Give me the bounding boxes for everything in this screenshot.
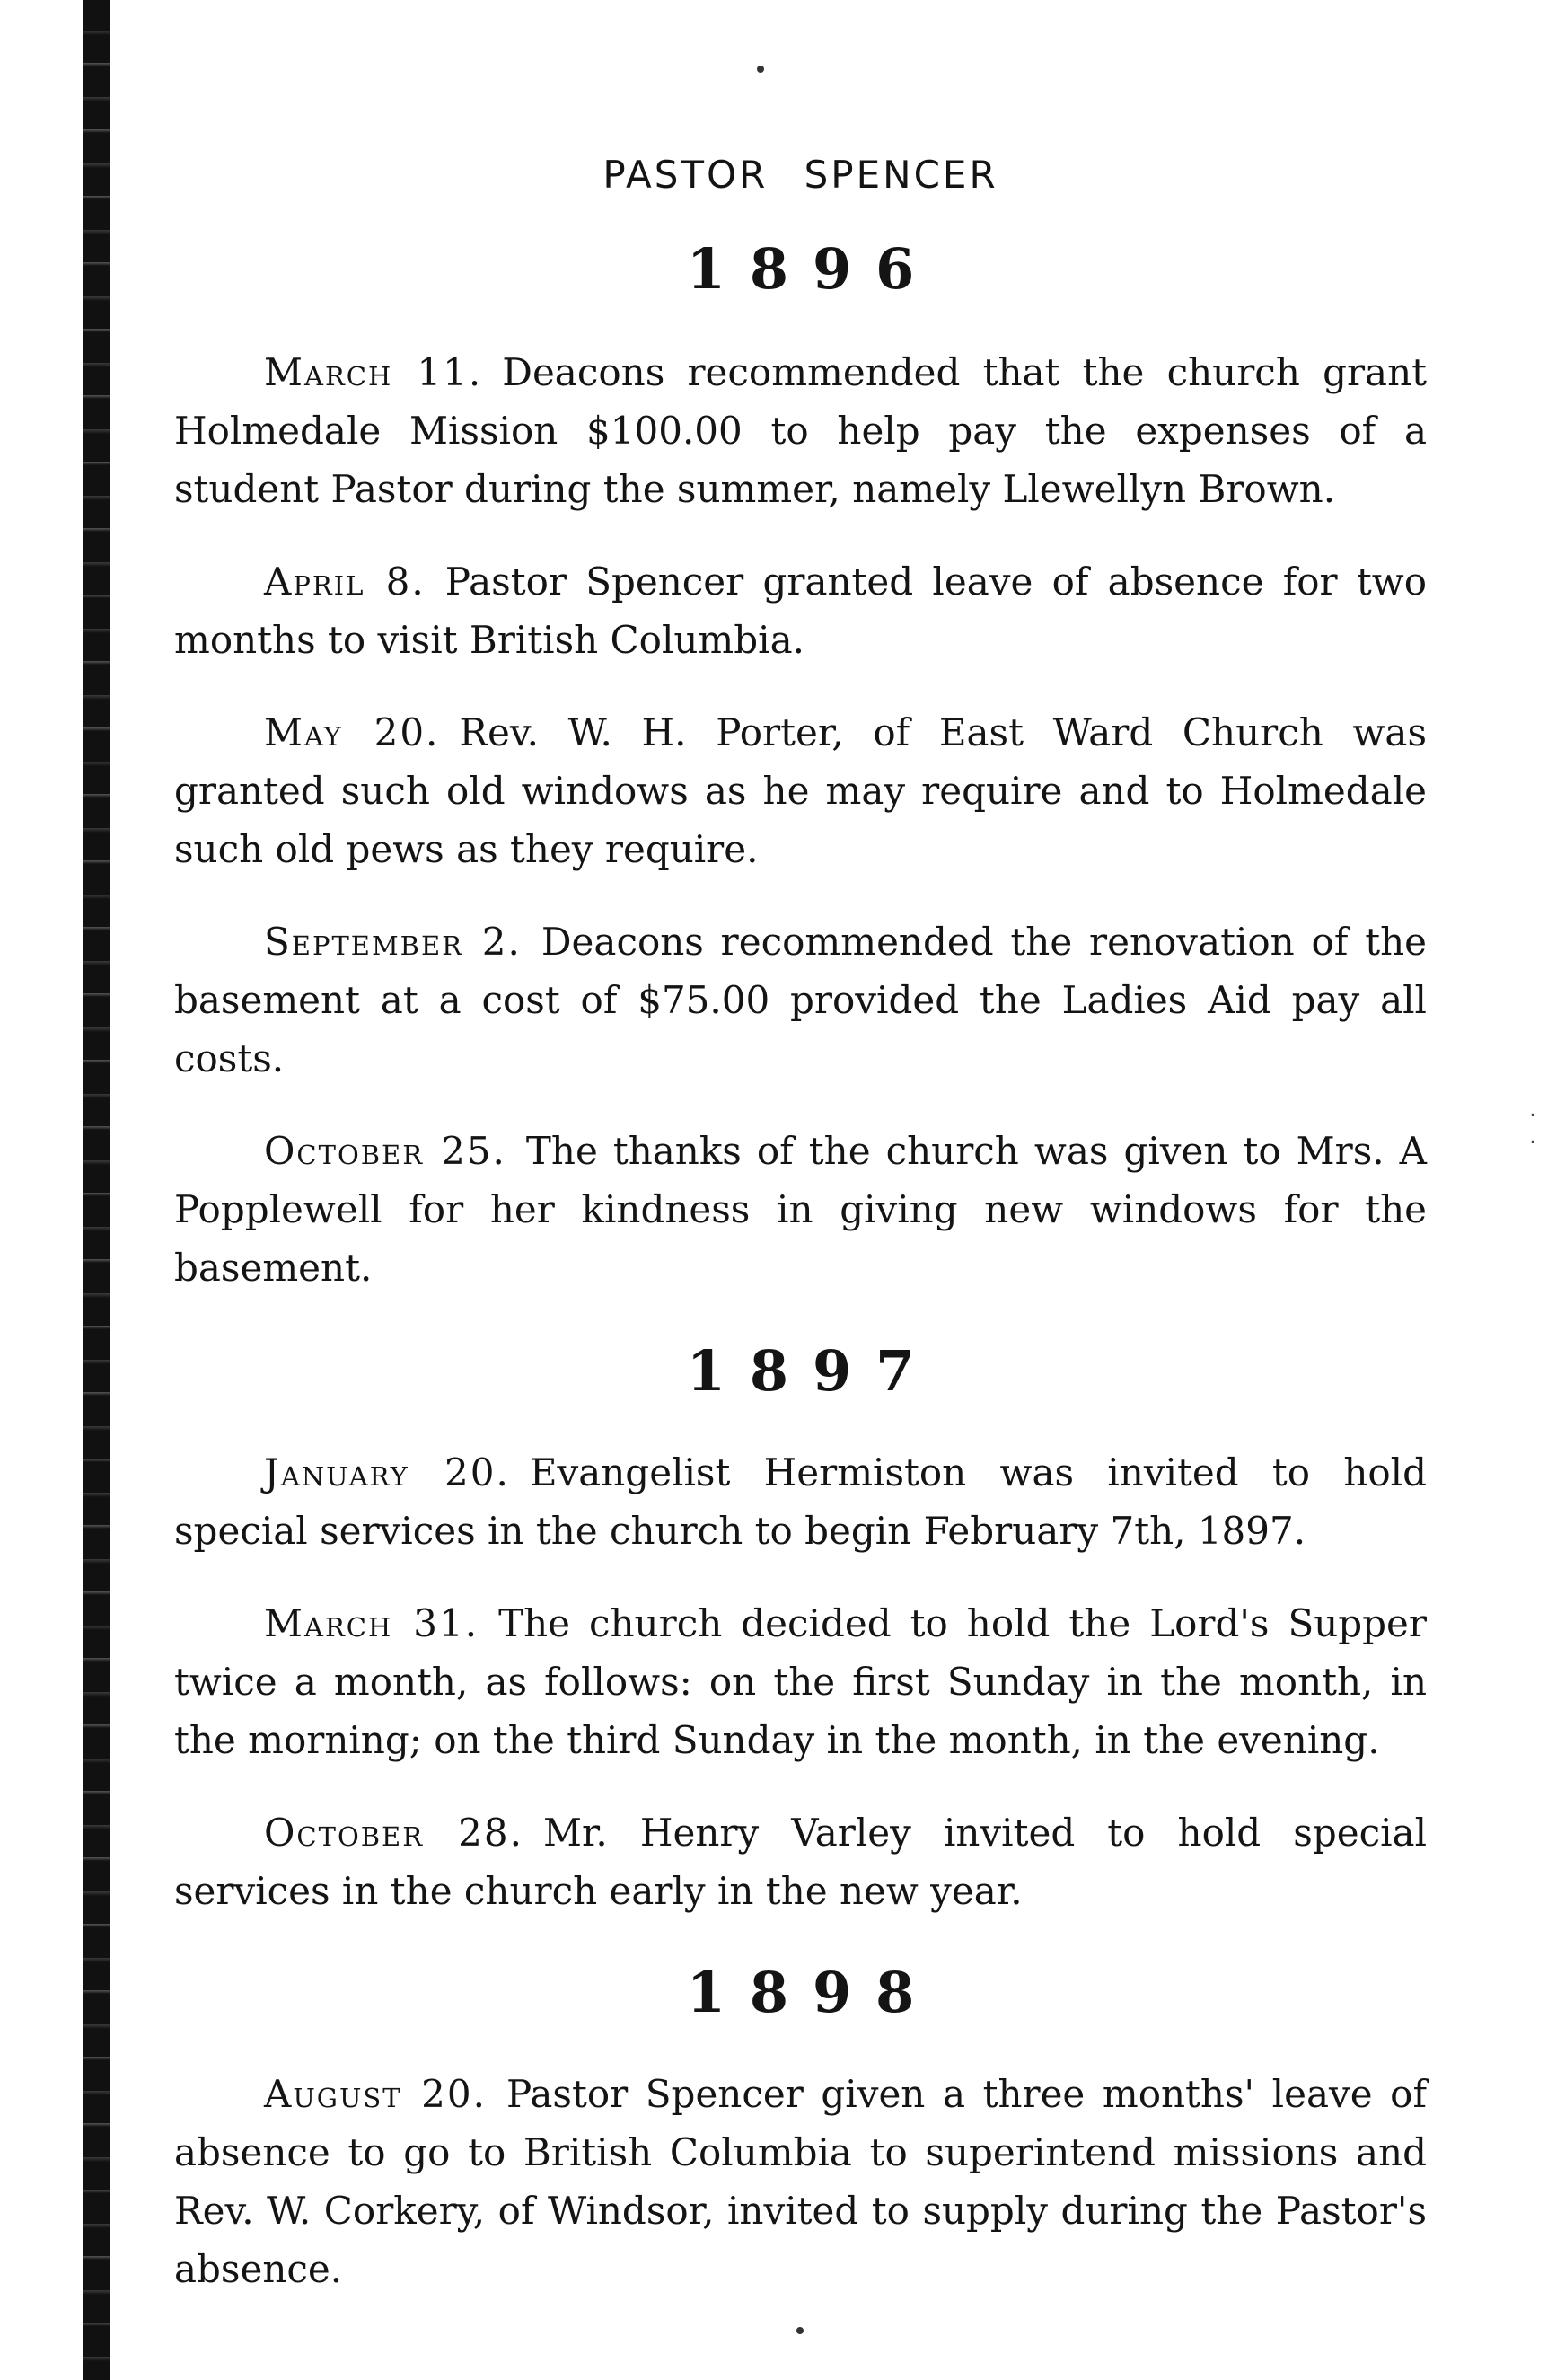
- entry-date: October 25.: [264, 1129, 506, 1173]
- minute-entry: [174, 1803, 1427, 1920]
- entry-text: The church decided to hold the Lord's Supper twice a month, as follows: on the first Sunday in the month, in the morning; on the third Sunday in the month, in the evening.: [174, 1601, 1427, 1762]
- entry-text: Pastor Spencer given a three months' leave of absence to go to British Columbia to superintend missions and Rev. W. Corkery, of Windsor, invited to supply during the Pastor's absence.: [174, 2072, 1427, 2291]
- year-heading: 1897: [686, 1338, 939, 1404]
- entry-text: The thanks of the church was given to Mrs. A Popplewell for her kindness in giving new windows for the basement.: [174, 1129, 1427, 1290]
- entry-date: March 11.: [264, 350, 483, 394]
- minute-entry: [174, 1594, 1427, 1769]
- page-binding-edge: [83, 0, 110, 2380]
- minute-entry: [174, 552, 1427, 669]
- entry-date: August 20.: [264, 2072, 487, 2116]
- entry-list: [174, 1443, 1427, 1920]
- entry-date: September 2.: [264, 920, 522, 964]
- entry-text: Rev. W. H. Porter, of East Ward Church was granted such old windows as he may require and to Holmedale such old pews as they require.: [174, 710, 1427, 871]
- entry-date: March 31.: [264, 1601, 479, 1645]
- year-section-1896: [174, 236, 1427, 1297]
- margin-mark: . .: [1529, 1096, 1544, 1150]
- entry-list: [174, 2065, 1427, 2298]
- minute-entry: [174, 912, 1427, 1088]
- entry-text: Deacons recommended the renovation of the basement at a cost of $75.00 provided the Ladies Aid pay all costs.: [174, 920, 1427, 1080]
- entry-text: Pastor Spencer granted leave of absence for two months to visit British Columbia.: [174, 560, 1427, 662]
- entry-list: [174, 343, 1427, 1297]
- minute-entry: [174, 1122, 1427, 1297]
- minute-entry: [174, 343, 1427, 518]
- top-page-dot: [757, 66, 764, 73]
- year-heading: 1896: [686, 236, 939, 302]
- entry-date: May 20.: [264, 710, 440, 754]
- minute-entry: [174, 1443, 1427, 1560]
- entry-text: Deacons recommended that the church grant Holmedale Mission $100.00 to help pay the expenses of a student Pastor during the summer, namely Llewellyn Brown.: [174, 350, 1428, 511]
- year-heading: 1898: [686, 1960, 939, 2025]
- entry-date: April 8.: [264, 560, 426, 604]
- document-column: [174, 153, 1427, 2298]
- bottom-page-dot: [796, 2327, 804, 2334]
- year-section-1897: [174, 1338, 1427, 1920]
- entry-date: October 28.: [264, 1811, 523, 1855]
- minute-entry: [174, 2065, 1427, 2298]
- entry-text: Evangelist Hermiston was invited to hold special services in the church to begin February 7th, 1897.: [174, 1450, 1427, 1553]
- running-head: PASTOR SPENCER: [602, 153, 998, 197]
- entry-date: January 20.: [264, 1450, 510, 1494]
- entry-text: Mr. Henry Varley invited to hold special services in the church early in the new year.: [174, 1811, 1428, 1913]
- year-section-1898: [174, 1960, 1427, 2298]
- minute-entry: [174, 703, 1427, 878]
